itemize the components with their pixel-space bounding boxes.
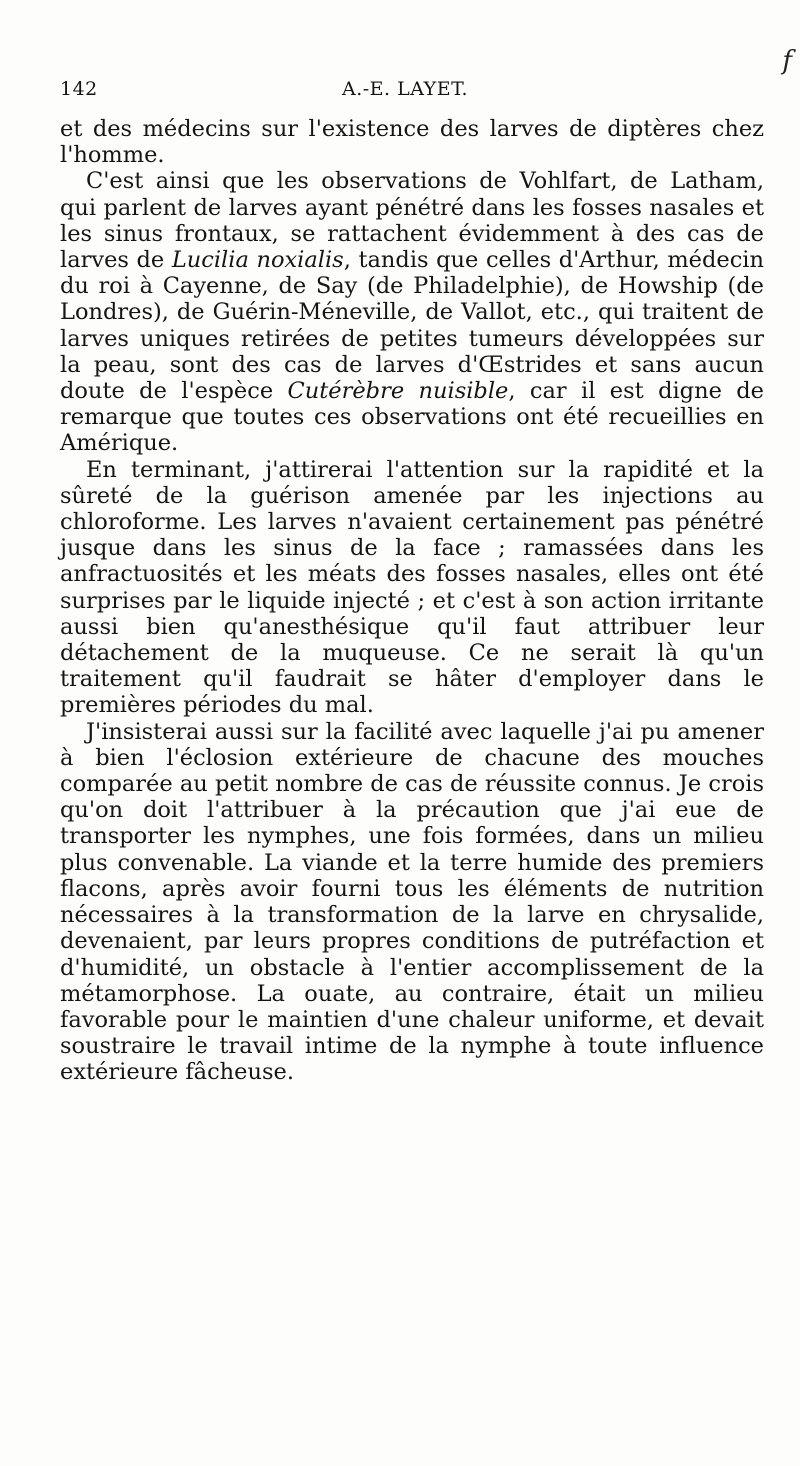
page-number: 142 — [60, 78, 98, 100]
paragraph — [60, 168, 764, 456]
body-text — [60, 116, 764, 1086]
text-run: J'insisterai aussi sur la facilité avec laquelle j'ai pu amener à bien l'éclosion extérieure de chacune des mouches comparée au petit nombre de cas de réussite connus. Je crois qu'on doit l'attribuer à la précaution que j'ai eue de transporter les nymphes, une fois formées, dans un milieu plus convenable. La viande et la terre humide des premiers flacons, après avoir fourni tous les éléments de nutrition nécessaires à la transformation de la larve en chrysalide, devenaient, par leurs propres conditions de putréfaction et d'humidité, un obstacle à l'entier accomplissement de la métamorphose. La ouate, au contraire, était un milieu favorable pour le maintien d'une chaleur uniforme, et devait soustraire le travail intime de la nymphe à toute influence extérieure fâcheuse. — [60, 718, 764, 1086]
margin-mark: f — [782, 46, 792, 76]
italic-term: Cutérèbre nuisible — [287, 378, 509, 405]
italic-term: Lucilia noxialis — [171, 247, 344, 274]
paragraph — [60, 719, 764, 1086]
page-header — [60, 78, 760, 108]
text-run: En terminant, j'attirerai l'attention sur la rapidité et la sûreté de la guérison amenée par les injections au chloroforme. Les larves n'avaient certainement pas pénétré jusque dans les sinus de la face ; ramassées dans les anfractuosités et les méats des fosses nasales, elles ont été surprises par le liquide injecté ; et c'est à son action irritante aussi bien qu'anesthésique qu'il faut attribuer leur détachement de la muqueuse. Ce ne serait là qu'un traitement qu'il faudrait se hâter d'employer dans le premières périodes du mal. — [60, 456, 764, 719]
text-run: , tandis que celles d'Arthur, médecin du roi à Cayenne, de Say (de Philadelphie), de Howship (de Londres), de Guérin-Méneville, de Vallot, etc., qui traitent de larves uniques retirées de petites tumeurs développées sur la peau, sont des cas de larves d'Œstrides et sans aucun doute de l'espèce — [60, 247, 764, 405]
running-head: A.-E. LAYET. — [341, 78, 469, 100]
text-run: C'est ainsi que les observations de Vohlfart, de Latham, qui parlent de larves ayant pénétré dans les fosses nasales et les sinus frontaux, se rattachent évidemment à des cas de larves de — [60, 168, 764, 274]
paragraph — [60, 116, 764, 168]
text-run: , car il est digne de remarque que toutes ces observations ont été recueillies en Amérique. — [60, 378, 764, 457]
text-run: et des médecins sur l'existence des larves de diptères chez l'homme. — [60, 116, 764, 169]
paragraph — [60, 457, 764, 719]
